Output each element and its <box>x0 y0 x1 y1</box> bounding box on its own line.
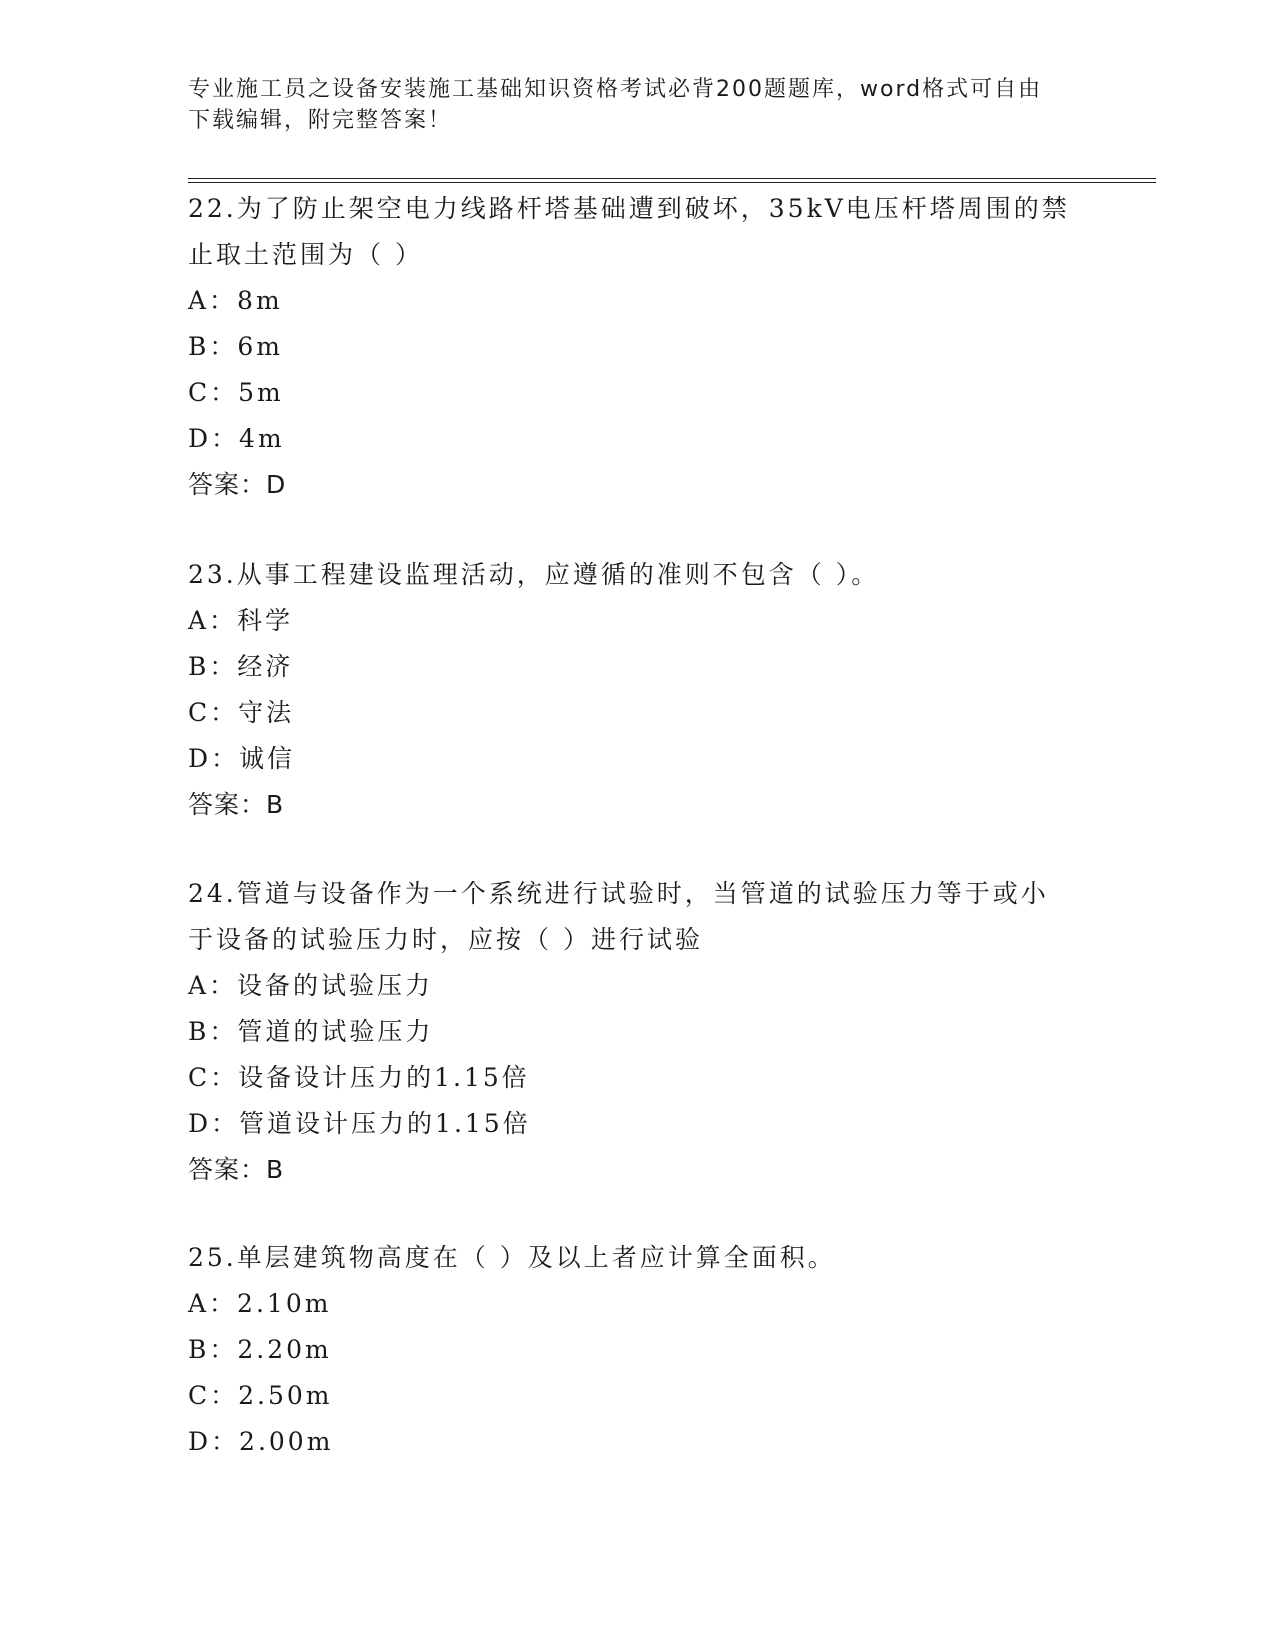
option-c: C：5m <box>188 378 284 407</box>
option-a: A：2.10m <box>188 1289 332 1318</box>
question-24 <box>188 871 1088 1193</box>
question-stem-line: 25.单层建筑物高度在（ ）及以上者应计算全面积。 <box>188 1243 836 1272</box>
option-d: D：管道设计压力的1.15倍 <box>188 1109 531 1138</box>
option-c: C：守法 <box>188 698 295 727</box>
option-a: A：8m <box>188 286 283 315</box>
option-b: B：经济 <box>188 652 294 681</box>
question-23 <box>188 552 1088 828</box>
question-stem-line: 24.管道与设备作为一个系统进行试验时，当管道的试验压力等于或小 <box>188 879 1049 908</box>
header-line-1: 专业施工员之设备安装施工基础知识资格考试必背200题题库，word格式可自由 <box>188 77 1043 102</box>
option-a: A：科学 <box>188 606 294 635</box>
option-d: D：2.00m <box>188 1427 334 1456</box>
question-stem-line: 止取土范围为（ ） <box>188 240 423 269</box>
question-stem-line: 22.为了防止架空电力线路杆塔基础遭到破坏，35kV电压杆塔周围的禁 <box>188 194 1070 223</box>
question-stem-line: 于设备的试验压力时，应按（ ）进行试验 <box>188 925 703 954</box>
option-c: C：设备设计压力的1.15倍 <box>188 1063 530 1092</box>
option-d: D：诚信 <box>188 744 296 773</box>
header-divider-bottom <box>188 182 1156 183</box>
option-a: A：设备的试验压力 <box>188 971 434 1000</box>
question-stem-line: 23.从事工程建设监理活动，应遵循的准则不包含（ ）。 <box>188 560 880 589</box>
answer-line: 答案：D <box>188 470 287 499</box>
answer-line: 答案：B <box>188 790 285 819</box>
option-b: B：管道的试验压力 <box>188 1017 434 1046</box>
answer-line: 答案：B <box>188 1155 285 1184</box>
header-line-2: 下载编辑，附完整答案！ <box>188 108 453 133</box>
document-header <box>188 74 1068 136</box>
question-22 <box>188 186 1088 508</box>
header-divider-top <box>188 178 1156 179</box>
option-b: B：6m <box>188 332 283 361</box>
option-c: C：2.50m <box>188 1381 333 1410</box>
option-b: B：2.20m <box>188 1335 332 1364</box>
option-d: D：4m <box>188 424 285 453</box>
question-25 <box>188 1235 1088 1465</box>
